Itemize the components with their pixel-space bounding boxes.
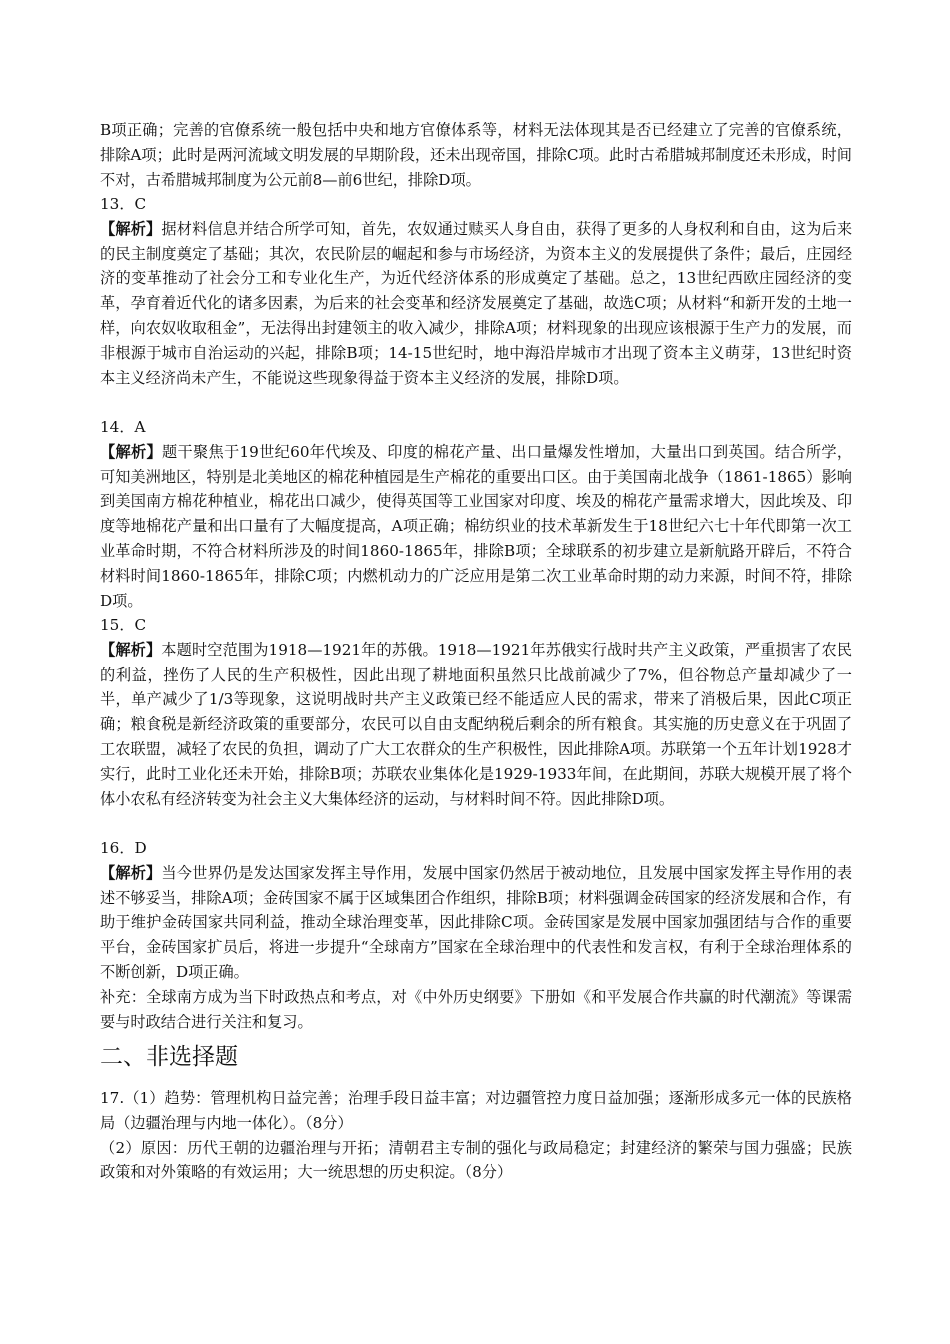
section-heading: 二、非选择题 [100, 1044, 238, 1070]
answer-continuation [100, 118, 852, 192]
answer-17-part1: 17.（1）趋势：管理机构日益完善；治理手段日益丰富；对边疆管控力度日益加强；逐渐形成多元一体的民族格局（边疆治理与内地一体化）。（8分） [100, 1089, 852, 1132]
answer-16-supplement: 补充：全球南方成为当下时政热点和考点，对《中外历史纲要》下册如《和平发展合作共赢的时代潮流》等课需要与时政结合进行关注和复习。 [100, 987, 852, 1031]
answer-16 [100, 836, 852, 1034]
answer-15-explanation [100, 638, 852, 812]
answer-14 [100, 415, 852, 613]
answer-15-text: 本题时空范围为1918—1921年的苏俄。1918—1921年苏俄实行战时共产主义政策，严重损害了农民的利益，挫伤了人民的生产积极性，因此出现了耕地面积虽然只比战前减少了7%，但谷物总产量却减少了一半，单产减少了1/3等现象，这说明战时共产主义政策已经不能适应人民的需求，带来了消极后果，因此C项正确；粮食税是新经济政策的重要部分，农民可以自由支配纳税后剩余的所有粮食。其实施的历史意义在于巩固了工农联盟，减轻了农民的负担，调动了广大工农群众的生产积极性，因此排除A项。苏联第一个五年计划1928才实行，此时工业化还未开始，排除B项；苏联农业集体化是1929-1933年间，在此期间，苏联大规模开展了将个体小农私有经济转变为社会主义大集体经济的运动，与材料时间不符。因此排除D项。 [100, 640, 853, 808]
answer-16-text: 当今世界仍是发达国家发挥主导作用，发展中国家仍然居于被动地位，且发展中国家发挥主导作用的表述不够妥当，排除A项；金砖国家不属于区域集团合作组织，排除B项；材料强调金砖国家的经济发展和合作，有助于维护金砖国家共同利益，推动全球治理变革，因此排除C项。金砖国家是发展中国家加强团结与合作的重要平台，金砖国家扩员后，将进一步提升“全球南方”国家在全球治理中的代表性和发言权，有利于全球治理体系的不断创新，D项正确。 [100, 863, 853, 981]
answer-17-part2: （2）原因：历代王朝的边疆治理与开拓；清朝君主专制的强化与政局稳定；封建经济的繁荣与国力强盛；民族政策和对外策略的有效运用；大一统思想的历史积淀。（8分） [100, 1138, 852, 1182]
answer-14-text: 题干聚焦于19世纪60年代埃及、印度的棉花产量、出口量爆发性增加，大量出口到英国。结合所学，可知美洲地区，特别是北美地区的棉花种植园是生产棉花的重要出口区。由于美国南北战争（1861-1865）影响到美国南方棉花种植业，棉花出口减少，使得英国等工业国家对印度、埃及的棉花产量需求增大，因此埃及、印度等地棉花产量和出口量有了大幅度提高，A项正确；棉纺织业的技术革新发生于18世纪六七十年代即第一次工业革命时期，不符合材料所涉及的时间1860-1865年，排除B项；全球联系的初步建立是新航路开辟后，不符合材料时间1860-1865年，排除C项；内燃机动力的广泛应用是第二次工业革命时期的动力来源，时间不符，排除D项。 [100, 442, 853, 610]
answer-15-number: 15．C [100, 616, 147, 634]
answer-13-number: 13．C [100, 195, 147, 213]
answer-13-explanation [100, 217, 852, 391]
answer-14-number: 14．A [100, 418, 146, 436]
analysis-tag: 【解析】 [100, 863, 162, 882]
answer-16-explanation [100, 861, 852, 985]
answer-14-explanation [100, 440, 852, 614]
answer-15 [100, 613, 852, 811]
analysis-tag: 【解析】 [100, 442, 163, 461]
answer-12-tail: B项正确；完善的官僚系统一般包括中央和地方官僚体系等，材料无法体现其是否已经建立了完善的官僚系统，排除A项；此时是两河流域文明发展的早期阶段，还未出现帝国，排除C项。此时古希腊城邦制度还未形成，时间不对，古希腊城邦制度为公元前8—前6世纪，排除D项。 [100, 121, 852, 189]
answer-16-number: 16．D [100, 839, 147, 857]
answer-13 [100, 192, 852, 390]
analysis-tag: 【解析】 [100, 640, 162, 659]
answer-17 [100, 1086, 852, 1185]
analysis-tag: 【解析】 [100, 219, 162, 238]
answer-13-text: 据材料信息并结合所学可知，首先，农奴通过赎买人身自由，获得了更多的人身权利和自由，这为后来的民主制度奠定了基础；其次，农民阶层的崛起和参与市场经济，为资本主义的发展提供了条件；最后，庄园经济的变革推动了社会分工和专业化生产，为近代经济体系的形成奠定了基础。总之，13世纪西欧庄园经济的变革，孕育着近代化的诸多因素，为后来的社会变革和经济发展奠定了基础，故选C项；从材料“和新开发的土地一样，向农奴收取租金”，无法得出封建领主的收入减少，排除A项；材料现象的出现应该根源于生产力的发展，而非根源于城市自治运动的兴起，排除B项；14-15世纪时，地中海沿岸城市才出现了资本主义萌芽，13世纪时资本主义经济尚未产生，不能说这些现象得益于资本主义经济的发展，排除D项。 [100, 219, 853, 387]
